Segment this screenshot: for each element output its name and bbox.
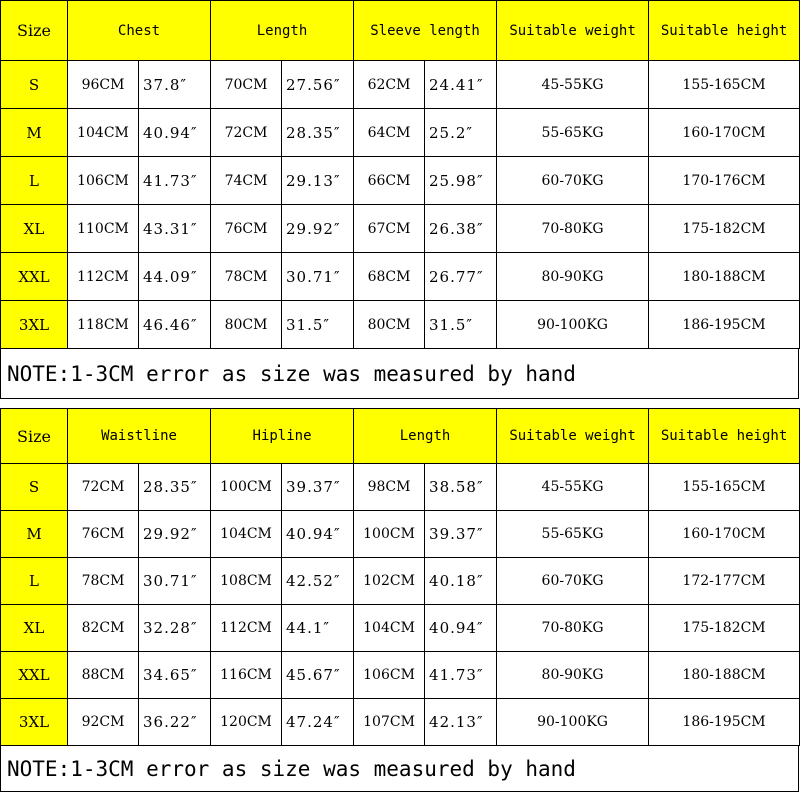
waist-cm-cell: 92CM xyxy=(68,699,139,746)
size-cell: M xyxy=(1,511,68,558)
length-inch-cell: 29.13″ xyxy=(282,157,354,205)
hip-cm-cell: 104CM xyxy=(211,511,282,558)
table-row xyxy=(1,109,800,157)
size-cell: XXL xyxy=(1,253,68,301)
chest-inch-cell: 44.09″ xyxy=(139,253,211,301)
length-inch-cell: 27.56″ xyxy=(282,61,354,109)
weight-cell: 45-55KG xyxy=(497,61,649,109)
bottom-size-chart xyxy=(0,408,800,800)
sleeve-inch-cell: 26.77″ xyxy=(425,253,497,301)
table-row xyxy=(1,652,800,699)
waist-cm-cell: 76CM xyxy=(68,511,139,558)
height-cell: 175-182CM xyxy=(649,205,800,253)
table-row xyxy=(1,205,800,253)
length-inch-cell: 29.92″ xyxy=(282,205,354,253)
sleeve-inch-cell: 26.38″ xyxy=(425,205,497,253)
waist-inch-cell: 28.35″ xyxy=(139,464,211,511)
chest-inch-cell: 46.46″ xyxy=(139,301,211,349)
weight-cell: 60-70KG xyxy=(497,558,649,605)
height-cell: 186-195CM xyxy=(649,301,800,349)
size-cell: 3XL xyxy=(1,699,68,746)
sleeve-cm-cell: 62CM xyxy=(354,61,425,109)
hip-cm-cell: 120CM xyxy=(211,699,282,746)
length-cm-cell: 106CM xyxy=(354,652,425,699)
hip-cm-cell: 116CM xyxy=(211,652,282,699)
chest-inch-cell: 41.73″ xyxy=(139,157,211,205)
table-row xyxy=(1,605,800,652)
hip-cm-cell: 100CM xyxy=(211,464,282,511)
waist-cm-cell: 82CM xyxy=(68,605,139,652)
weight-cell: 55-65KG xyxy=(497,511,649,558)
top-size-table xyxy=(0,0,800,349)
waist-inch-cell: 32.28″ xyxy=(139,605,211,652)
height-cell: 160-170CM xyxy=(649,511,800,558)
hip-inch-cell: 47.24″ xyxy=(282,699,354,746)
bottom-size-table xyxy=(0,408,800,746)
header-suitable-weight: Suitable weight xyxy=(497,1,649,61)
size-cell: S xyxy=(1,61,68,109)
size-cell: XL xyxy=(1,205,68,253)
hip-cm-cell: 108CM xyxy=(211,558,282,605)
height-cell: 160-170CM xyxy=(649,109,800,157)
height-cell: 170-176CM xyxy=(649,157,800,205)
waist-cm-cell: 78CM xyxy=(68,558,139,605)
size-cell: XXL xyxy=(1,652,68,699)
length-cm-cell: 72CM xyxy=(211,109,282,157)
weight-cell: 55-65KG xyxy=(497,109,649,157)
table-row xyxy=(1,157,800,205)
header-suitable-weight: Suitable weight xyxy=(497,409,649,464)
chest-cm-cell: 104CM xyxy=(68,109,139,157)
header-chest: Chest xyxy=(68,1,211,61)
height-cell: 180-188CM xyxy=(649,253,800,301)
chest-cm-cell: 118CM xyxy=(68,301,139,349)
table-row xyxy=(1,464,800,511)
measurement-note: NOTE:1-3CM error as size was measured by hand xyxy=(0,746,799,792)
size-cell: 3XL xyxy=(1,301,68,349)
length-cm-cell: 100CM xyxy=(354,511,425,558)
header-waistline: Waistline xyxy=(68,409,211,464)
length-inch-cell: 39.37″ xyxy=(425,511,497,558)
weight-cell: 80-90KG xyxy=(497,652,649,699)
size-cell: S xyxy=(1,464,68,511)
chest-cm-cell: 110CM xyxy=(68,205,139,253)
table-header-row xyxy=(1,409,800,464)
table-row xyxy=(1,699,800,746)
table-header-row xyxy=(1,1,800,61)
table-row xyxy=(1,558,800,605)
height-cell: 155-165CM xyxy=(649,464,800,511)
height-cell: 180-188CM xyxy=(649,652,800,699)
length-inch-cell: 42.13″ xyxy=(425,699,497,746)
hip-inch-cell: 39.37″ xyxy=(282,464,354,511)
height-cell: 155-165CM xyxy=(649,61,800,109)
size-cell: L xyxy=(1,157,68,205)
header-suitable-height: Suitable height xyxy=(649,409,800,464)
chest-cm-cell: 96CM xyxy=(68,61,139,109)
length-cm-cell: 102CM xyxy=(354,558,425,605)
length-cm-cell: 107CM xyxy=(354,699,425,746)
header-length: Length xyxy=(354,409,497,464)
height-cell: 186-195CM xyxy=(649,699,800,746)
weight-cell: 80-90KG xyxy=(497,253,649,301)
weight-cell: 90-100KG xyxy=(497,301,649,349)
waist-inch-cell: 34.65″ xyxy=(139,652,211,699)
size-cell: L xyxy=(1,558,68,605)
waist-inch-cell: 36.22″ xyxy=(139,699,211,746)
header-hipline: Hipline xyxy=(211,409,354,464)
table-row xyxy=(1,253,800,301)
table-row xyxy=(1,511,800,558)
table-row xyxy=(1,61,800,109)
length-inch-cell: 40.18″ xyxy=(425,558,497,605)
sleeve-cm-cell: 68CM xyxy=(354,253,425,301)
header-size: Size xyxy=(1,1,68,61)
length-inch-cell: 28.35″ xyxy=(282,109,354,157)
length-inch-cell: 30.71″ xyxy=(282,253,354,301)
sleeve-inch-cell: 24.41″ xyxy=(425,61,497,109)
weight-cell: 90-100KG xyxy=(497,699,649,746)
waist-cm-cell: 88CM xyxy=(68,652,139,699)
hip-cm-cell: 112CM xyxy=(211,605,282,652)
chest-cm-cell: 106CM xyxy=(68,157,139,205)
hip-inch-cell: 45.67″ xyxy=(282,652,354,699)
header-sleeve-length: Sleeve length xyxy=(354,1,497,61)
header-suitable-height: Suitable height xyxy=(649,1,800,61)
size-cell: M xyxy=(1,109,68,157)
hip-inch-cell: 40.94″ xyxy=(282,511,354,558)
header-length: Length xyxy=(211,1,354,61)
length-cm-cell: 78CM xyxy=(211,253,282,301)
waist-inch-cell: 29.92″ xyxy=(139,511,211,558)
length-cm-cell: 98CM xyxy=(354,464,425,511)
size-cell: XL xyxy=(1,605,68,652)
chest-inch-cell: 40.94″ xyxy=(139,109,211,157)
hip-inch-cell: 44.1″ xyxy=(282,605,354,652)
length-inch-cell: 41.73″ xyxy=(425,652,497,699)
measurement-note: NOTE:1-3CM error as size was measured by hand xyxy=(0,349,799,399)
sleeve-inch-cell: 25.98″ xyxy=(425,157,497,205)
sleeve-inch-cell: 31.5″ xyxy=(425,301,497,349)
sleeve-cm-cell: 66CM xyxy=(354,157,425,205)
sleeve-cm-cell: 67CM xyxy=(354,205,425,253)
chest-inch-cell: 43.31″ xyxy=(139,205,211,253)
weight-cell: 70-80KG xyxy=(497,205,649,253)
waist-inch-cell: 30.71″ xyxy=(139,558,211,605)
length-cm-cell: 76CM xyxy=(211,205,282,253)
hip-inch-cell: 42.52″ xyxy=(282,558,354,605)
height-cell: 175-182CM xyxy=(649,605,800,652)
weight-cell: 70-80KG xyxy=(497,605,649,652)
weight-cell: 45-55KG xyxy=(497,464,649,511)
sleeve-cm-cell: 64CM xyxy=(354,109,425,157)
chest-inch-cell: 37.8″ xyxy=(139,61,211,109)
sleeve-cm-cell: 80CM xyxy=(354,301,425,349)
length-inch-cell: 31.5″ xyxy=(282,301,354,349)
weight-cell: 60-70KG xyxy=(497,157,649,205)
length-inch-cell: 38.58″ xyxy=(425,464,497,511)
height-cell: 172-177CM xyxy=(649,558,800,605)
chest-cm-cell: 112CM xyxy=(68,253,139,301)
length-inch-cell: 40.94″ xyxy=(425,605,497,652)
length-cm-cell: 70CM xyxy=(211,61,282,109)
length-cm-cell: 74CM xyxy=(211,157,282,205)
length-cm-cell: 80CM xyxy=(211,301,282,349)
header-size: Size xyxy=(1,409,68,464)
length-cm-cell: 104CM xyxy=(354,605,425,652)
table-row xyxy=(1,301,800,349)
sleeve-inch-cell: 25.2″ xyxy=(425,109,497,157)
waist-cm-cell: 72CM xyxy=(68,464,139,511)
